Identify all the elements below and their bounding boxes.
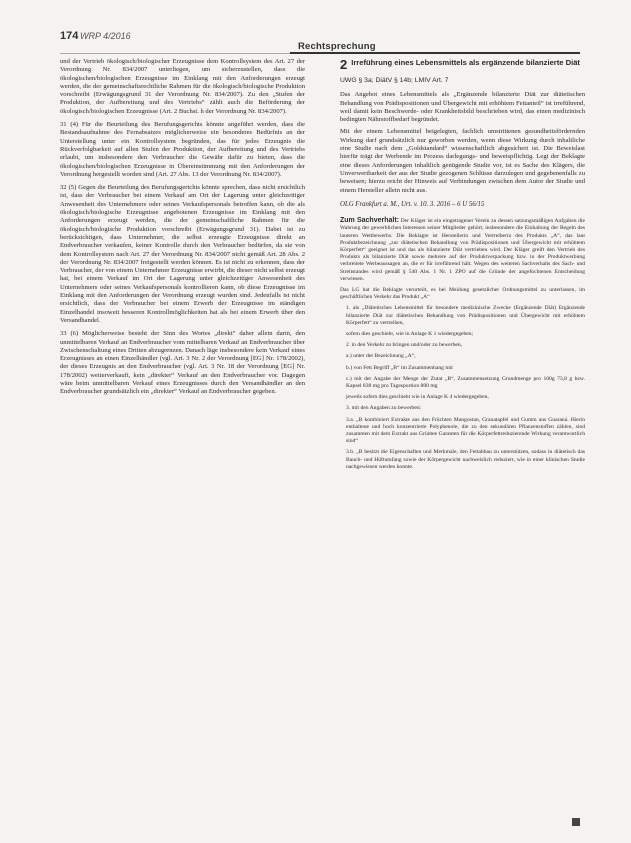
page-header [60,28,580,52]
list-item-2b: b.) von Fett Begriff „B“ im Zusammenhang mit [346,364,453,371]
lg-judgment: Das LG hat die Beklagte verurteilt, es bei Meidung gesetzlicher Ordnungsmittel zu unterlassen, im geschäftlichen Verkehr das Produkt „A“ [340,286,585,301]
paragraph-31: 31 (4) Für die Beurteilung des Berufungsgerichts könnte angeführt werden, dass die Bestandsaufnahme des Fernabsatzes möglicherweise ein besonderes Bedürfnis an der Unterstellung unter ein Kontrollsystem begründen, das für jedes Erzeugnis die Rückverfolgbarkeit auf allen Stufen der Produktion, der Aufbereitung und des Vertriebs erlaubt, um insbesondere den Verbraucher die Gewähr dafür zu bieten, dass die ökologischen/biologischen Erzeugnisse in Übereinstimmung mit den Anforderungen der Verordnung hergestellt worden sind (Art. 27 Abs. 13 der Verordnung Nr. 834/2007). [60,121,305,178]
paragraph-32: 32 (5) Gegen die Beurteilung des Berufungsgerichts könnte sprechen, dass nicht ersichtlich ist, dass der Verbraucher bei einem Verkauf am Ort der Lagerung unter gleichzeitiger Anwesenheit des Unternehmers oder seines Verkaufspersonals betroffen kann, ob die als ökologisch/biologische Erzeugnisse angebotenen Erzeugnisse im Einklang mit den Anforderungen erzeugt werden, die der gemeinschaftliche Rahmen für die ökologisch/biologische Produktion vorschreibt (Erwägungsgrund 31). Dabei ist zu berücksichtigen, dass Unternehmer, die selbst erzeugte Erzeugnisse direkt an Endverbraucher verkaufen, keiner Kontrolle durch den Verbraucher bedürfen, da sie von dem Kontrollsystem nach Art. 27 der Verordnung Nr. 834/2007 nicht gemäß Art. 28 Abs. 2 der Verordnung Nr. 834/2007 freigestellt werden können. Es ist nicht zu erkennen, dass der Verbraucher, der von einem Unternehmer Erzeugnisse erwirbt, die dieser nicht selbst erzeugt hat, bei einem Verkauf im Ort der Lagerung unter gleichzeitiger Anwesenheit des Unternehmers oder seines Verkaufspersonals kontrollieren kann, ob diese Erzeugnisse im Einklang mit den Anforderungen der Verordnung erzeugt wurden sind. Jedenfalls ist nicht ersichtlich, dass der Verbraucher bei einem Erwerb der Erzeugnisse im ständigen Einzelhandel insoweit besseren Kontrollmöglichkeiten hat als bei einem Erwerb über den Versandhandel. [60,184,305,324]
paragraph-continued: und der Vertrieb ökologisch/biologischer Erzeugnisse dem Kontrollsystem des Art. 27 der Verordnung Nr. 834/2007 unterliegen, um sicherzustellen, dass die ökologischen/biologischen Erzeugnisse im Einklang mit den Anforderungen erzeugt werden, die der gemeinschaftsrechtliche Rahmen für die ökologisch/biologische Produktion vorschreibt (Erwägungsgrund 31 der Verordnung Nr. 834/2007). Zu den „Stufen der Produktion, der Aufbereitung und des Vertriebs“ zählt auch die Beförderung der ökologisch/biologischen Erzeugnisse (Art. 2 Buchst. h der Verordnung Nr. 834/2007). [60,58,305,115]
headnote-1: Das Angebot eines Lebensmittels als „Ergänzende bilanzierte Diät zur diätetischen Behandlung von Prädispositionen und Übergewicht mit erhöhtem Fettanteil“ ist irreführend, weil damit kein Beschwerde- oder Krankheitsbild beschrieben wird, das einen medizinisch bedingten Nährstoffbedarf begründet. [340,91,585,124]
page-number: 174 [60,30,79,42]
list-item-1: 1. als „Diätetisches Lebensmittel für besondere medizinische Zwecke (Ergänzende Diät) Ergänzende bilanzierte Diät zur diätetischen Behandlung von Prädispositionen und Übergewicht mit erhöhtem Körperfett“ zu vertreiben, [346,305,585,326]
left-column [60,58,305,401]
list-item-2d: jeweils sofern dies geschieht wie in Anlage K 4 wiedergegeben, [346,394,489,401]
facts-label: Zum Sachverhalt: [340,217,399,225]
headnote-2: Mit der einem Lebensmittel beigelegten, fachlich umstrittenen gesundheitsfördernden Wirkung darf grundsätzlich nur geworben werden, wenn diese Wirkung durch inhaltliche eine Studie nach dem „Goldstandard“ wissenschaftlich abgesichert ist. Die Beweislast hierfür trägt der Werbende im Prozess darlegungs- und beweispflichtig. Legt der Beklagte eine dieses Anforderungen inhaltlich genügende Studie vor, ist es Sache des Klägers, die Unverwertbarkeit der aus der Studie gezogenen Schlüsse darzulegen und gegebenenfalls zu beweisen; hierzu reicht der Hinweis auf Verbindungen zwischen dem Autor der Studie und einem Hersteller allein nicht aus. [340,128,585,194]
list-item-3b: 3.b. „B besitzt die Eigenschaften und Merkmale, den Fettabbau zu unterstützen, sodass in diätetisch das Bauch- und Hüftumfang sowie der Körpergewicht nachweislich reduziert, wie in einer klinischen Studie nachgewiesen werden konnte. [346,449,585,470]
list-item-3a: 3.a. „B kombiniert Extrakte aus den Früchten Mangostan, Granatapfel und Gumm aus Guaraná. Hierin enthaltene und hoch konzentrierte Polyphenole, die zu den sekundären Pflanzenstoffen zählen, sind zusammen mit dem Extrakt aus Grüntee Garanten für die Körperfettreduzierende Wirkung verantwortlich sind“ [346,416,585,445]
right-column [340,58,585,475]
end-marker [572,818,580,826]
header-rule-thick [290,52,580,54]
article-title: Irreführung eines Lebensmittels als ergänzende bilanzierte Diät [351,58,580,67]
journal-name: WRP 4/2016 [80,31,131,41]
paragraph-33: 33 (6) Möglicherweise besteht der Sinn des Wortes „direkt“ daher allein darin, den unmittelbaren Verkauf an Endverbraucher vom mittelbaren Verkauf an Endverbraucher über Zwischenschaltung eines Dritten abzugrenzen. Danach läge insbesondere kein Verkauf eines Erzeugnisses an einen Einzelhändler (vgl. Art. 3 Nr. 2 der Verordnung [EG] Nr. 178/2002), der dieses Erzeugnis an den Endverbraucher (vgl. Art. 3 Nr. 18 der Verordnung [EG] Nr. 178/2002) weiterverkauft, kein „direkter“ Verkauf an den Endverbraucher vor. Dagegen wäre beim unmittelbaren Verkauf eines Erzeugnisses durch den Versandhändler an den Endverbraucher grundsätzlich ein „direkter“ Verkauf an Endverbraucher gegeben. [60,330,305,396]
facts-paragraph [340,217,585,283]
norm-references: UWG § 3a; DiätV § 14b; LMIV Art. 7 [340,77,449,84]
facts-text: Der Kläger ist ein eingetragener Verein zu dessen satzungsmäßigen Aufgaben die Wahrung der gewerblichen Interessen seiner Mitglieder gehört, insbesondere die Einhaltung der Regeln des lauteren Wettbewerbs. Die Beklagte ist Herstellerin und Vertreiberin des Produkts „A“, das laut Produktbezeichnung „zur diätetischen Behandlung von Prädispositionen und Übergewicht mit erhöhtem Körperfett“ geeignet ist und das als bilanzierte Diät vertrieben wird. Der Kläger greift den Vertrieb des Produkts als bilanzierte Diät sowie mehrere auf der Produktverpackung bzw. in der Produktwerbung verbreitete Werbeaussagen an, die er für irreführend hält. Wegen des weiteren Sachverhalts des Sach- und Streitstandes wird gemäß § 540 Abs. 1 Nr. 1 ZPO auf die Gründe der angefochtenen Entscheidung verwiesen. [340,218,585,282]
court-citation: OLG Frankfurt a. M., Urt. v. 10. 3. 2016 – 6 U 56/15 [340,200,485,208]
section-title: Rechtsprechung [298,41,376,52]
list-item-1b: sofern dies geschieht, wie in Anlage K 1 wiedergegeben; [346,331,474,337]
list-item-3: 3. mit den Angaben zu bewerben: [346,405,422,412]
article-heading [340,58,585,71]
list-item-2c: c.) mit der Angabe der Menge der Zutat „B“, Zusammensetzung Grundmenge pro 100g 73,8 g bzw. Kapsel 838 mg pro Tagesportion 800 mg [346,375,585,390]
list-item-2: 2. in den Verkehr zu bringen und/oder zu bewerben, [346,342,463,349]
header-rule-thin [60,53,290,54]
article-number: 2 [340,57,348,72]
list-item-2a: a.) unter der Bezeichnung „A“, [346,353,416,360]
